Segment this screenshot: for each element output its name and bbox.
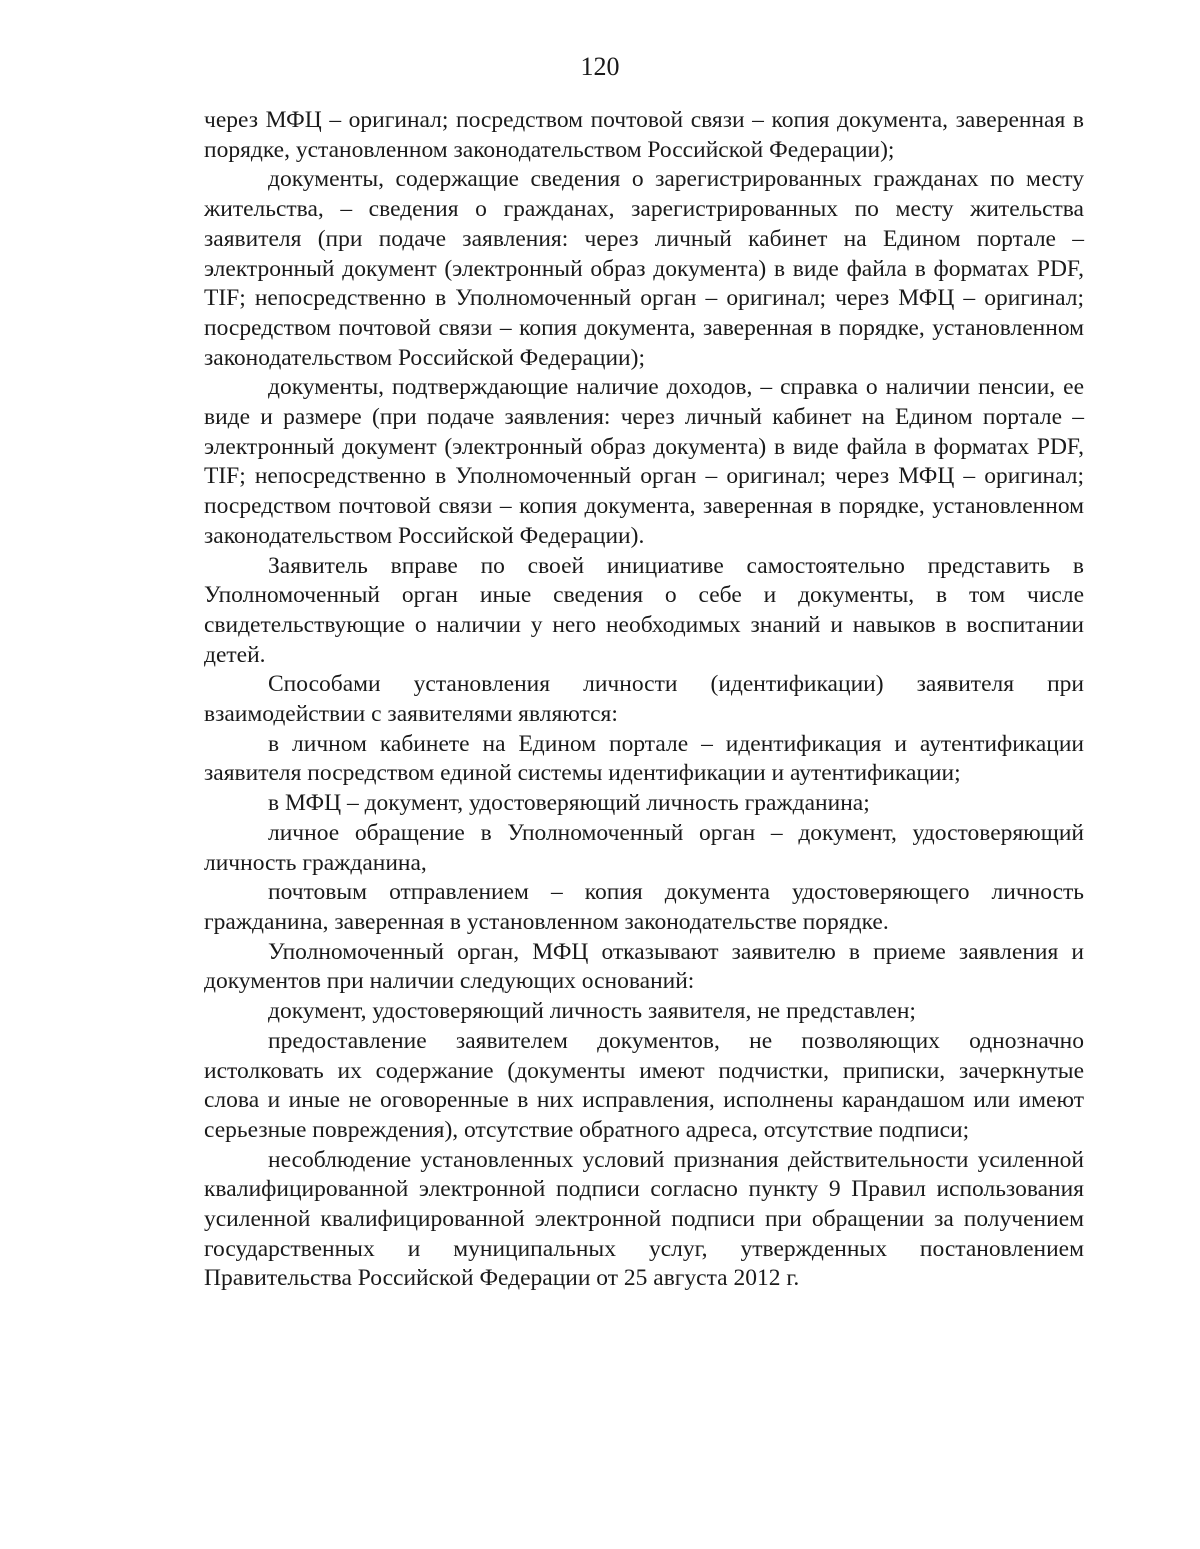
paragraph: в МФЦ – документ, удостоверяющий личность гражданина; [268,790,870,817]
paragraph: через МФЦ – оригинал; посредством почтовой связи – копия документа, заверенная в порядке, установленном законодательством Российской Федерации); [204,107,1084,163]
page-number: 120 [580,52,620,81]
paragraph: почтовым отправлением – копия документа удостоверяющего личность гражданина, заверенная в установленном законодательстве порядке. [204,879,1084,935]
paragraph: документ, удостоверяющий личность заявителя, не представлен; [268,998,916,1025]
paragraph: документы, содержащие сведения о зарегистрированных гражданах по месту жительства, – сведения о гражданах, зарегистрированных по месту жительства заявителя (при подаче заявления: через личный кабинет на Едином портале – электронный документ (электронный образ документа) в виде файла в форматах PDF, TIF; непосредственно в Уполномоченный орган – оригинал; через МФЦ – оригинал; посредством почтовой связи – копия документа, заверенная в порядке, установленном законодательством Российской Федерации); [204,166,1084,371]
paragraph: личное обращение в Уполномоченный орган – документ, удостоверяющий личность гражданина, [204,819,1084,876]
document-body [204,106,1084,1294]
paragraph: предоставление заявителем документов, не позволяющих однозначно истолковать их содержание (документы имеют подчистки, приписки, зачеркнутые слова и иные не оговоренные в них исправления, исполнены карандашом или имеют серьезные повреждения), отсутствие обратного адреса, отсутствие подписи; [204,1027,1084,1143]
paragraph: несоблюдение установленных условий признания действительности усиленной квалифицированной электронной подписи согласно пункту 9 Правил использования усиленной квалифицированной электронной подписи при обращении за получением государственных и муниципальных услуг, утвержденных постановлением Правительства Российской Федерации от 25 августа 2012 г. [204,1146,1084,1292]
paragraph: Уполномоченный орган, МФЦ отказывают заявителю в приеме заявления и документов при наличии следующих оснований: [204,938,1084,995]
paragraph: в личном кабинете на Едином портале – идентификация и аутентификации заявителя посредством единой системы идентификации и аутентификации; [204,730,1084,787]
paragraph: Заявитель вправе по своей инициативе самостоятельно представить в Уполномоченный орган иные сведения о себе и документы, в том числе свидетельствующие о наличии у него необходимых знаний и навыков в воспитании детей. [204,552,1084,668]
paragraph: документы, подтверждающие наличие доходов, – справка о наличии пенсии, ее виде и размере (при подаче заявления: через личный кабинет на Едином портале – электронный документ (электронный образ документа) в виде файла в форматах PDF, TIF; непосредственно в Уполномоченный орган – оригинал; через МФЦ – оригинал; посредством почтовой связи – копия документа, заверенная в порядке, установленном законодательством Российской Федерации). [204,374,1084,549]
paragraph: Способами установления личности (идентификации) заявителя при взаимодействии с заявителями являются: [204,671,1084,728]
